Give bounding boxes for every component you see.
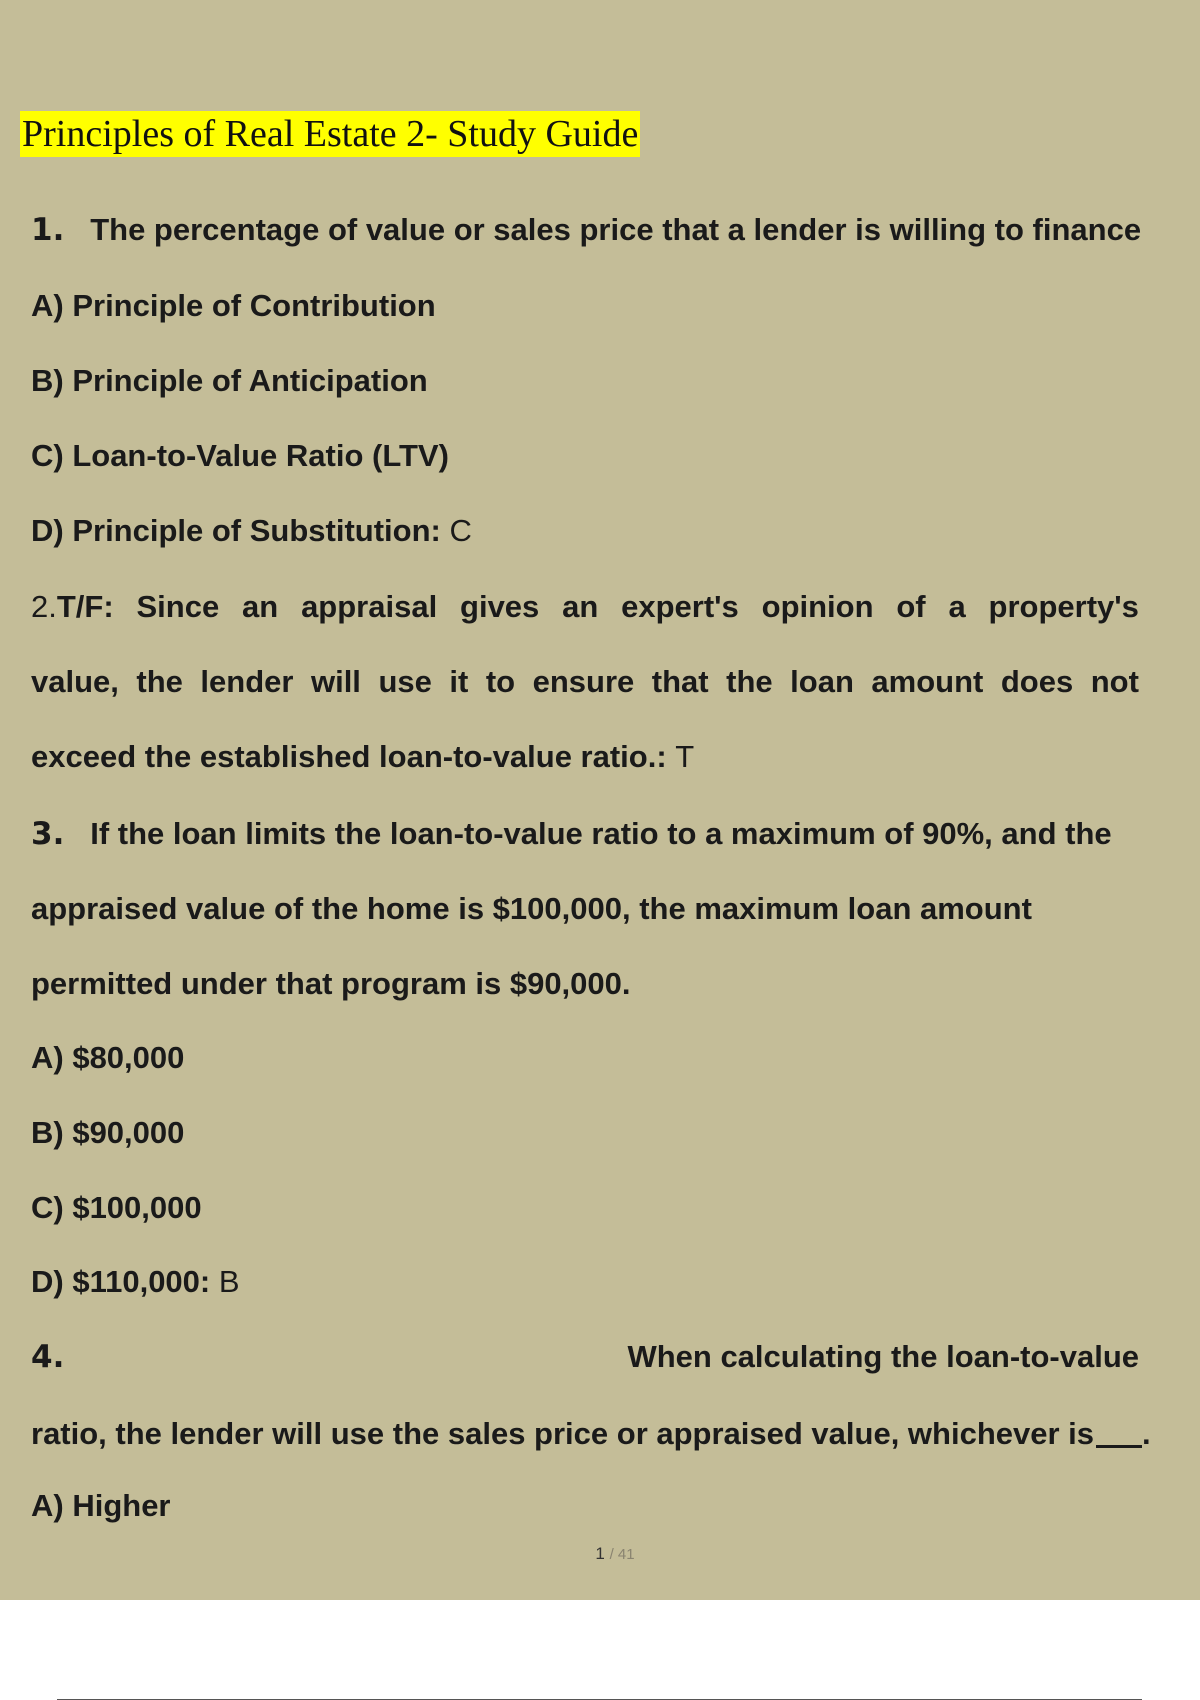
option-text: D) Principle of Substitution: <box>31 513 441 548</box>
question-4-line-1 <box>31 1339 1139 1375</box>
word: the <box>726 664 773 699</box>
word: does <box>1000 664 1074 699</box>
word: value, <box>31 664 119 699</box>
option-b: B) $90,000 <box>31 1115 185 1150</box>
question-4-line-2 <box>31 1416 1151 1452</box>
word: will <box>310 664 361 699</box>
question-2-line-3 <box>31 739 694 775</box>
word: an <box>242 589 279 624</box>
question-text: The percentage of value or sales price that a lender is willing to finance <box>90 212 1142 247</box>
current-page: 1 <box>595 1544 605 1563</box>
question-number: 2. <box>31 589 57 624</box>
word: use <box>378 664 432 699</box>
question-3-line-3: permitted under that program is $90,000. <box>31 966 631 1001</box>
question-3-line-2: appraised value of the home is $100,000, the maximum loan amount <box>31 891 1032 926</box>
word: it <box>449 664 469 699</box>
option-c: C) $100,000 <box>31 1190 202 1225</box>
total-pages: / 41 <box>609 1546 635 1563</box>
option-text: D) $110,000: <box>31 1264 211 1299</box>
word: the <box>136 664 183 699</box>
word: a <box>948 589 966 624</box>
option-a: A) $80,000 <box>31 1040 185 1075</box>
question-text: If the loan limits the loan-to-value ratio to a maximum of 90%, and the <box>90 816 1112 851</box>
period: . <box>1142 1416 1151 1451</box>
option-c: C) Loan-to-Value Ratio (LTV) <box>31 438 449 473</box>
page-indicator <box>0 1544 1200 1564</box>
word: to <box>485 664 516 699</box>
option-b: B) Principle of Anticipation <box>31 363 428 398</box>
answer-blank <box>1096 1445 1142 1448</box>
word: lender <box>200 664 294 699</box>
option-a: A) Principle of Contribution <box>31 288 436 323</box>
option-d <box>31 1264 240 1300</box>
word: appraisal <box>301 589 438 624</box>
question-number: 4. <box>31 1339 65 1375</box>
answer: C <box>449 513 472 548</box>
word: not <box>1090 664 1139 699</box>
word: ensure <box>532 664 635 699</box>
answer: B <box>218 1264 240 1299</box>
option-d <box>31 513 472 549</box>
question-number-group <box>31 589 114 625</box>
word: gives <box>460 589 540 624</box>
question-1 <box>31 212 1141 248</box>
question-2-line-2 <box>31 664 1139 700</box>
word: loan <box>790 664 854 699</box>
question-3 <box>31 816 1112 852</box>
word: T/F: <box>56 589 114 624</box>
question-text: ratio, the lender will use the sales price or appraised value, whichever is <box>31 1416 1095 1451</box>
word: that <box>651 664 709 699</box>
word: Since <box>136 589 220 624</box>
question-text: exceed the established loan-to-value ratio.: <box>31 739 667 774</box>
question-text: When calculating the loan-to-value <box>627 1339 1139 1374</box>
option-a: A) Higher <box>31 1488 171 1523</box>
word: property's <box>988 589 1139 624</box>
word: an <box>562 589 599 624</box>
question-number: 3. <box>31 816 65 852</box>
question-2-line-1 <box>31 589 1139 625</box>
word: of <box>896 589 926 624</box>
question-number: 1. <box>31 212 65 248</box>
answer: T <box>675 739 695 774</box>
word: opinion <box>761 589 874 624</box>
word: amount <box>871 664 984 699</box>
document-title: Principles of Real Estate 2- Study Guide <box>22 113 639 155</box>
word: expert's <box>621 589 739 624</box>
